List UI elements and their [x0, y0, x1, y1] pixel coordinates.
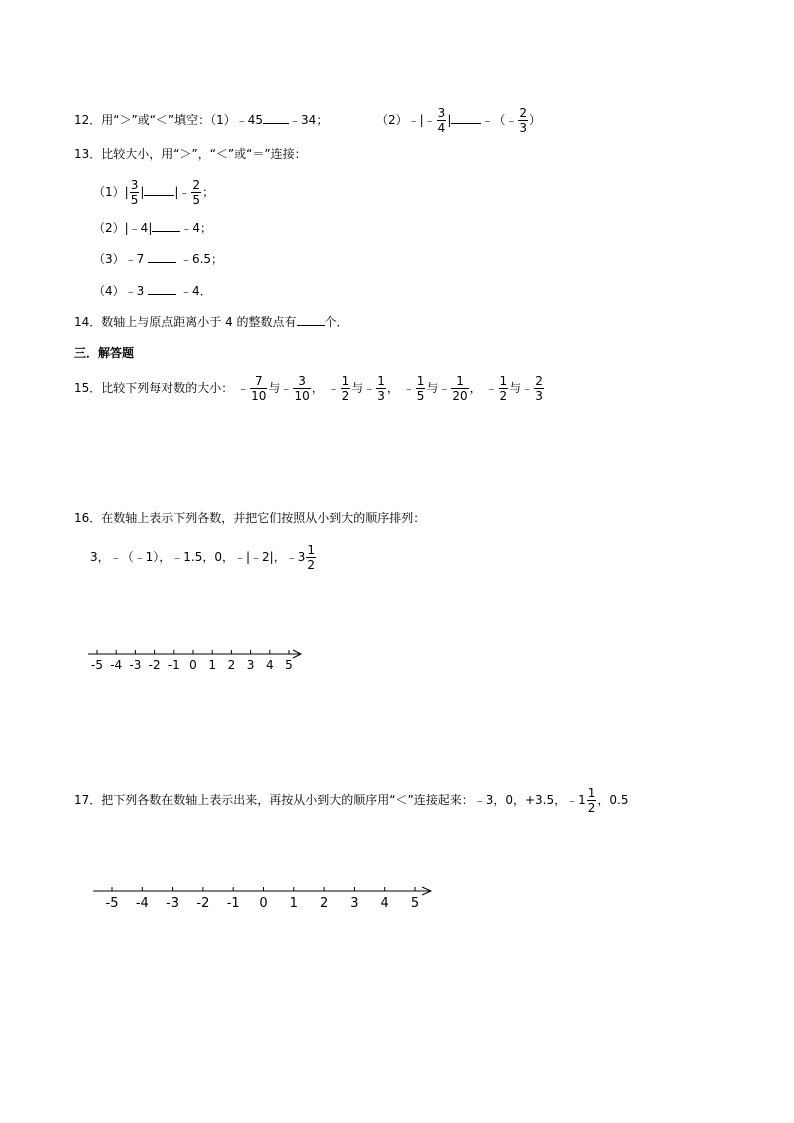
- tick-label: 4: [380, 896, 389, 911]
- tick-label: 2: [319, 896, 329, 911]
- pair-separator: 与: [351, 381, 364, 395]
- q13-item-1: [93, 178, 214, 207]
- fraction: $\frac{1}{2}$: [341, 374, 350, 403]
- fraction: $\frac{1}{3}$: [377, 374, 385, 403]
- tick-label: 3: [246, 658, 255, 672]
- fraction: $\frac{3}{4}$: [437, 106, 446, 135]
- q13-i3-label: （3）﹣7: [93, 252, 145, 266]
- minus-sign: ﹣: [280, 381, 293, 395]
- tick-label: 0: [189, 658, 197, 672]
- pair-end: ，: [386, 381, 403, 395]
- pair-separator: 与: [426, 381, 439, 395]
- pair-end: ，: [469, 381, 486, 395]
- answer-blank: [144, 183, 174, 196]
- q13-i1-label: （1）|: [93, 185, 129, 199]
- question-16-stem: [74, 510, 425, 526]
- q13-i3-tail: ﹣6.5；: [179, 252, 224, 266]
- tick-label: -4: [135, 896, 149, 911]
- q13-i1-end: ；: [202, 185, 215, 199]
- fraction: $\frac{7}{10}$: [251, 374, 267, 403]
- pair-end: ，: [311, 381, 328, 395]
- tick-label: -1: [167, 658, 180, 672]
- fraction: $\frac{2}{5}$: [192, 178, 201, 207]
- abs-bar: |: [140, 185, 145, 199]
- q13-item-3: [93, 250, 223, 267]
- answer-blank: [297, 313, 325, 326]
- q16-numbers-text: 3，﹣（﹣1），﹣1.5，0，﹣|﹣2|，﹣3: [90, 550, 306, 564]
- minus-sign: ﹣: [237, 381, 250, 395]
- fraction: $\frac{3}{5}$: [130, 178, 139, 207]
- q13-i2-label: （2）|﹣4|: [93, 221, 153, 235]
- q12-p1-tail: ﹣34；: [289, 113, 329, 127]
- q13-stem-text: 13．比较大小，用“＞”，“＜”或“＝”连接：: [74, 147, 307, 161]
- tick-label: -2: [148, 658, 161, 672]
- fraction: $\frac{1}{5}$: [416, 374, 425, 403]
- minus-sign: ﹣: [363, 381, 376, 395]
- fraction: $\frac{1}{2}$: [499, 374, 508, 403]
- tick-label: -3: [129, 658, 142, 672]
- q13-item-2: [93, 219, 212, 236]
- q13-i4-label: （4）﹣3: [93, 284, 145, 298]
- q14-prefix: 14．数轴上与原点距离小于 4 的整数点有: [74, 315, 297, 329]
- number-line-q16: [85, 645, 315, 675]
- q13-i2-tail: ﹣4；: [180, 221, 212, 235]
- q12-p2-label: （2）﹣|﹣: [375, 113, 436, 127]
- section-title: [74, 345, 134, 361]
- tick-label: 3: [350, 896, 359, 911]
- q12-prefix: 12．用“＞”或“＜”填空：（1）﹣45: [74, 113, 264, 127]
- q13-i1-tail: |﹣: [174, 185, 191, 199]
- fraction: $\frac{1}{2}$: [587, 786, 596, 815]
- abs-bar: |: [447, 113, 452, 127]
- tick-label: -2: [196, 896, 210, 911]
- pair-separator: 与: [268, 381, 281, 395]
- minus-sign: ﹣: [402, 381, 415, 395]
- q13-item-4: [93, 282, 212, 299]
- answer-blank: [148, 250, 176, 263]
- q12-p2-end: ）: [529, 113, 542, 127]
- minus-sign: ﹣: [438, 381, 451, 395]
- pair-separator: 与: [509, 381, 522, 395]
- minus-sign: ﹣: [485, 381, 498, 395]
- minus-sign: ﹣: [327, 381, 340, 395]
- question-14: [74, 313, 349, 330]
- q16-stem-text: 16．在数轴上表示下列各数，并把它们按照从小到大的顺序排列：: [74, 511, 426, 525]
- minus-sign: ﹣: [521, 381, 534, 395]
- tick-label: 5: [410, 896, 420, 911]
- q12-p2-tail: ﹣（﹣: [481, 113, 518, 127]
- answer-blank: [148, 282, 176, 295]
- fraction: $\frac{1}{20}$: [452, 374, 468, 403]
- answer-blank: [152, 219, 180, 232]
- q14-suffix: 个．: [324, 315, 349, 329]
- q17-stem-text: 17．把下列各数在数轴上表示出来，再按从小到大的顺序用“＜”连接起来：﹣3，0，+3.5，﹣1: [74, 793, 586, 807]
- q15-pairs: [237, 374, 545, 403]
- fraction: $\frac{1}{2}$: [307, 543, 315, 572]
- tick-label: -1: [226, 896, 240, 911]
- q17-tail: ，0.5: [597, 793, 629, 807]
- question-13-stem: [74, 146, 307, 162]
- tick-label: -5: [105, 896, 119, 911]
- fraction: $\frac{3}{10}$: [294, 374, 310, 403]
- q15-prefix: 15．比较下列每对数的大小：: [74, 381, 234, 395]
- tick-label: 1: [289, 896, 298, 911]
- tick-label: -4: [110, 658, 123, 672]
- number-line-q17: [88, 880, 438, 914]
- answer-blank: [451, 111, 481, 124]
- section-title-text: 三．解答题: [74, 346, 135, 360]
- fraction: $\frac{2}{3}$: [519, 106, 528, 135]
- q16-numbers: [90, 543, 317, 572]
- question-12: [74, 106, 541, 135]
- tick-label: 1: [208, 658, 217, 672]
- answer-blank: [263, 111, 289, 124]
- tick-label: 5: [285, 658, 293, 672]
- tick-label: 2: [227, 658, 236, 672]
- tick-label: 0: [259, 896, 268, 911]
- tick-label: 4: [265, 658, 274, 672]
- tick-label: -5: [91, 658, 103, 672]
- fraction: $\frac{2}{3}$: [535, 374, 543, 403]
- tick-label: -3: [166, 896, 180, 911]
- question-17: [74, 786, 628, 815]
- question-15: [74, 374, 545, 403]
- q13-i4-tail: ﹣4．: [179, 284, 212, 298]
